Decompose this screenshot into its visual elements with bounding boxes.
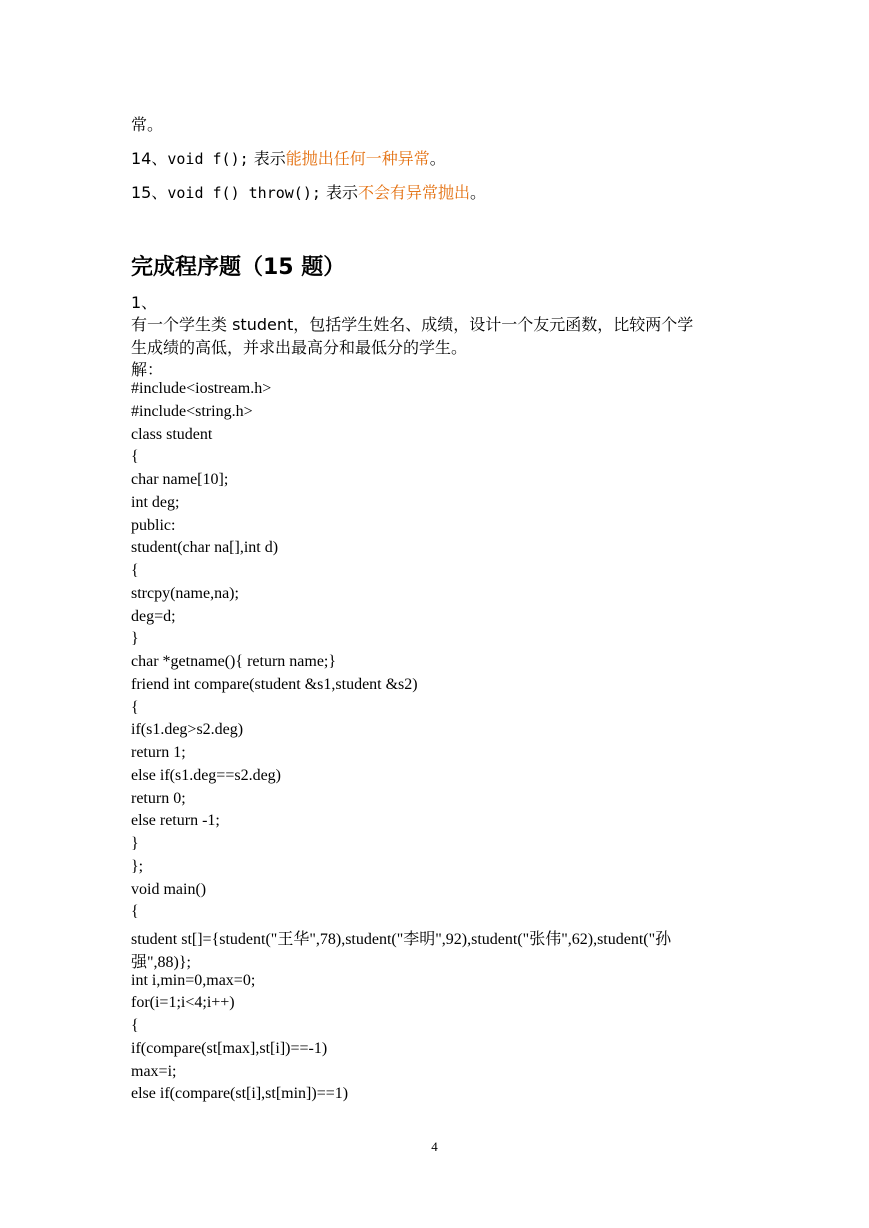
- code-line: #include<iostream.h>: [131, 380, 272, 397]
- item-15-code: void f() throw();: [167, 184, 321, 202]
- item-14-code: void f();: [167, 150, 249, 168]
- code-line: if(compare(st[max],st[i])==-1): [131, 1040, 328, 1057]
- item-14-answer: 能抛出任何一种异常: [285, 149, 430, 168]
- code-line: student(char na[],int d): [131, 539, 279, 556]
- code-line: void main(): [131, 881, 207, 898]
- problem-description-line-1: 有一个学生类 student，包括学生姓名、成绩，设计一个友元函数，比较两个学: [131, 315, 694, 334]
- code-line: 强",88)};: [131, 954, 191, 971]
- code-line: char *getname(){ return name;}: [131, 653, 337, 670]
- item-15-end: 。: [470, 183, 487, 202]
- solution-label: 解：: [131, 360, 164, 379]
- code-line: }: [131, 835, 139, 852]
- code-line: for(i=1;i<4;i++): [131, 994, 235, 1011]
- code-line: public:: [131, 517, 176, 534]
- code-line: {: [131, 1017, 139, 1034]
- section-heading: 完成程序题（15 题）: [131, 255, 346, 280]
- page-number: 4: [431, 1139, 438, 1154]
- code-line: student st[]={student("王华",78),student("李明",92),student("张伟",62),student("孙: [131, 931, 672, 948]
- code-line: class student: [131, 426, 213, 443]
- code-line: int i,min=0,max=0;: [131, 972, 256, 989]
- problem-description-line-2: 生成绩的高低，并求出最高分和最低分的学生。: [131, 338, 468, 357]
- item-15-answer: 不会有异常抛出: [358, 183, 471, 202]
- code-line: {: [131, 699, 139, 716]
- code-line: if(s1.deg>s2.deg): [131, 721, 244, 738]
- code-line: return 0;: [131, 790, 186, 807]
- item-14-number: 14、: [131, 149, 168, 168]
- code-line: {: [131, 562, 139, 579]
- code-line: char name[10];: [131, 471, 229, 488]
- problem-number: 1、: [131, 293, 158, 312]
- item-15-text: 表示: [320, 183, 358, 202]
- code-line: else if(s1.deg==s2.deg): [131, 767, 282, 784]
- code-line: int deg;: [131, 494, 180, 511]
- code-line: max=i;: [131, 1063, 177, 1080]
- code-line: else return -1;: [131, 812, 220, 829]
- continued-text-line: [131, 112, 163, 135]
- code-line: else if(compare(st[i],st[min])==1): [131, 1085, 349, 1102]
- item-14-line: [131, 146, 446, 169]
- item-15-line: [131, 180, 486, 203]
- item-14-text: 表示: [248, 149, 286, 168]
- code-line: };: [131, 858, 144, 875]
- item-15-number: 15、: [131, 183, 168, 202]
- code-line: deg=d;: [131, 608, 176, 625]
- code-line: strcpy(name,na);: [131, 585, 239, 602]
- continued-text: 常。: [131, 115, 164, 134]
- code-line: {: [131, 903, 139, 920]
- code-line: {: [131, 448, 139, 465]
- code-line: #include<string.h>: [131, 403, 253, 420]
- code-line: friend int compare(student &s1,student &s2): [131, 676, 418, 693]
- code-line: }: [131, 630, 139, 647]
- item-14-end: 。: [429, 149, 446, 168]
- code-line: return 1;: [131, 744, 186, 761]
